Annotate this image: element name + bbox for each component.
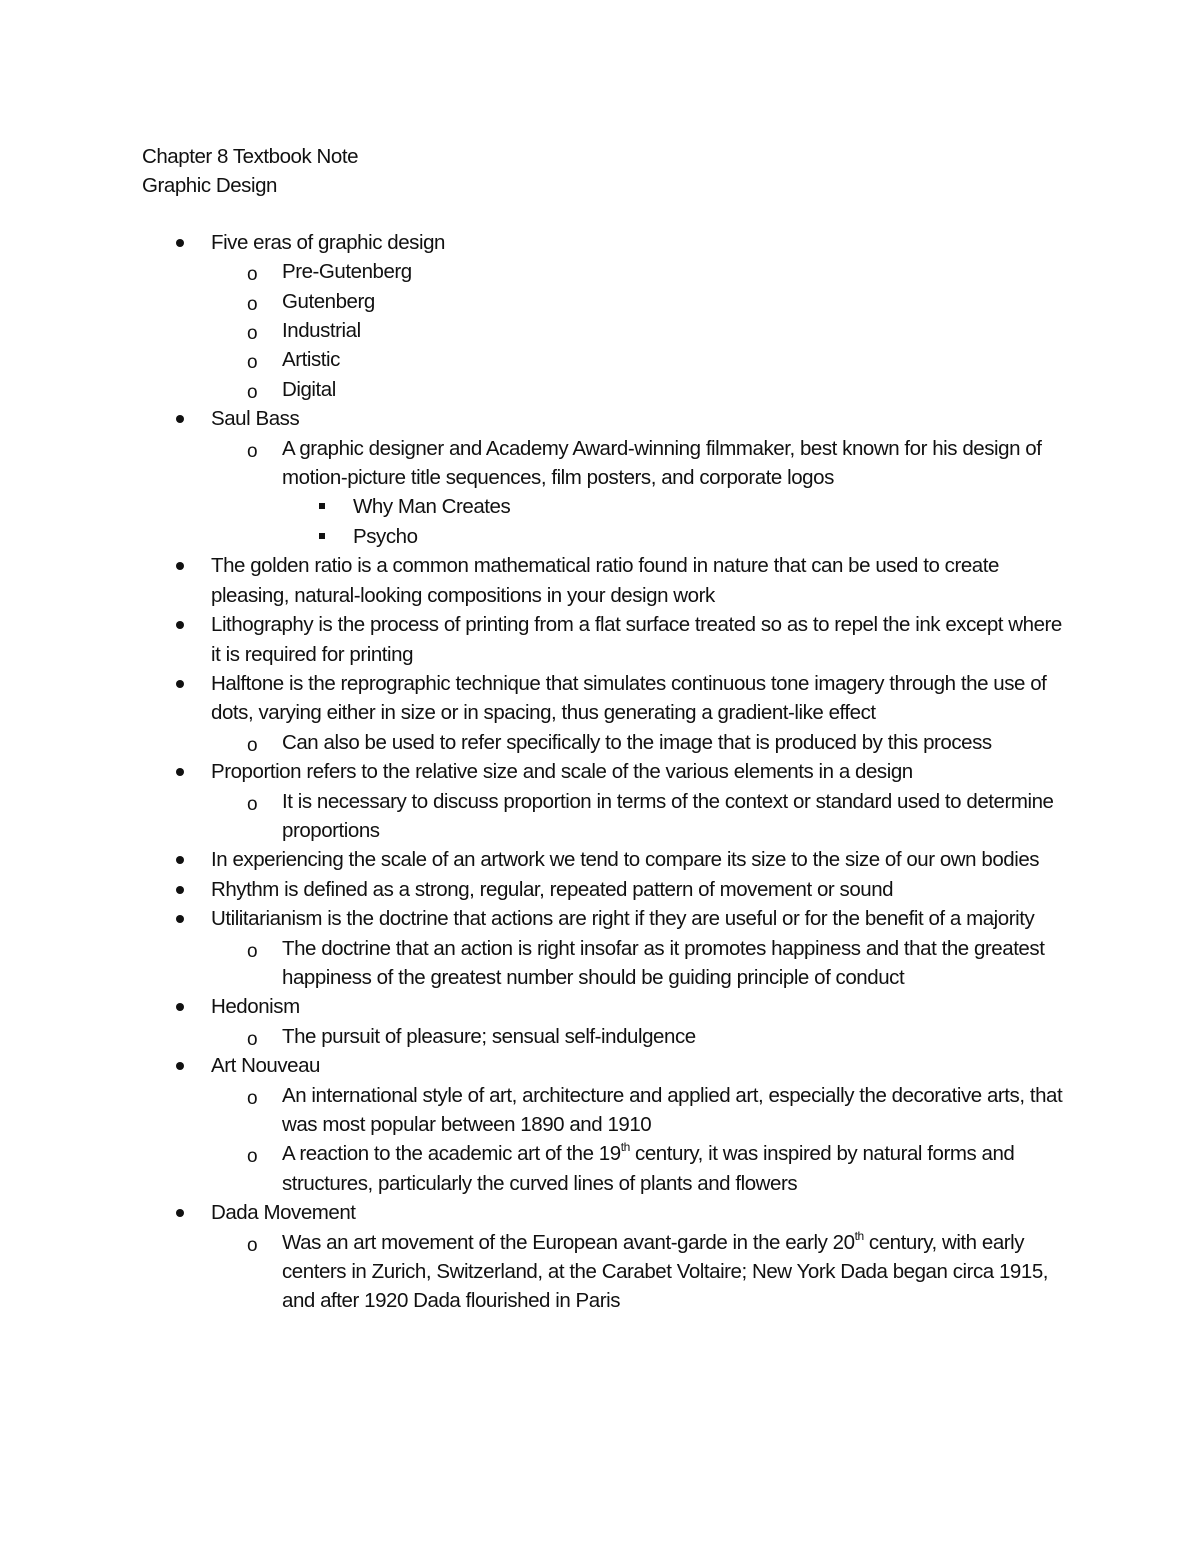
sub-list-item — [142, 257, 1072, 286]
notes-list — [142, 228, 1072, 1316]
list-item-text: Hedonism — [211, 995, 300, 1019]
list-item — [142, 404, 1072, 551]
sub-list-item-text: The pursuit of pleasure; sensual self-indulgence — [282, 1024, 696, 1048]
document-subtitle: Graphic Design — [142, 174, 277, 198]
list-item-text: Rhythm is defined as a strong, regular, repeated pattern of movement or sound — [211, 877, 894, 901]
sub-list-item-text: Pre-Gutenberg — [282, 260, 412, 284]
circle-bullet-icon: o — [247, 1087, 258, 1109]
list-item — [142, 845, 1072, 874]
superscript: th — [854, 1228, 864, 1243]
disc-bullet-icon — [176, 856, 184, 864]
sub-list — [211, 1022, 1072, 1051]
sub-list-item — [142, 375, 1072, 404]
sub-list-item-text: Artistic — [282, 348, 340, 372]
list-item-text: Utilitarianism is the doctrine that actions are right if they are useful or for the benefit of a majority — [211, 907, 1035, 931]
disc-bullet-icon — [176, 768, 184, 776]
disc-bullet-icon — [176, 915, 184, 923]
sub-list-item-text: The doctrine that an action is right insofar as it promotes happiness and that the greatest happiness of the greatest number should be guiding principle of conduct — [282, 936, 1045, 989]
sub-list-item-text: An international style of art, architecture and applied art, especially the decorative arts, that was most popular between 1890 and 1910 — [282, 1083, 1063, 1136]
list-item — [142, 992, 1072, 1051]
sub-list — [211, 434, 1072, 552]
sub-list-item — [142, 1022, 1072, 1051]
sub-list — [211, 934, 1072, 993]
sub-sub-list-item — [142, 492, 1072, 521]
circle-bullet-icon: o — [247, 381, 258, 403]
sub-list-item — [142, 1228, 1072, 1316]
circle-bullet-icon: o — [247, 1028, 258, 1050]
circle-bullet-icon: o — [247, 264, 258, 286]
sub-list-item — [142, 434, 1072, 552]
document-title: Chapter 8 Textbook Note — [142, 145, 359, 168]
list-item — [142, 875, 1072, 904]
circle-bullet-icon: o — [247, 323, 258, 345]
sub-list-item — [142, 287, 1072, 316]
sub-list-item — [142, 934, 1072, 993]
spacer — [142, 201, 1072, 228]
circle-bullet-icon: o — [247, 940, 258, 962]
circle-bullet-icon: o — [247, 1234, 258, 1256]
list-item — [142, 228, 1072, 404]
list-item — [142, 1198, 1072, 1316]
disc-bullet-icon — [176, 1062, 184, 1070]
sub-list-item-text: Can also be used to refer specifically to the image that is produced by this process — [282, 730, 992, 754]
sub-list-item-text: It is necessary to discuss proportion in terms of the context or standard used to determine proportions — [282, 789, 1054, 842]
disc-bullet-icon — [176, 562, 184, 570]
list-item — [142, 1051, 1072, 1198]
sub-list-item — [142, 787, 1072, 846]
disc-bullet-icon — [176, 1003, 184, 1011]
disc-bullet-icon — [176, 680, 184, 688]
list-item-text: Five eras of graphic design — [211, 230, 445, 254]
sub-list — [211, 728, 1072, 757]
circle-bullet-icon: o — [247, 293, 258, 315]
sub-list — [211, 1081, 1072, 1199]
sub-list-item-text: Industrial — [282, 319, 361, 343]
list-item-text: Saul Bass — [211, 407, 300, 431]
list-item — [142, 551, 1072, 610]
disc-bullet-icon — [176, 239, 184, 247]
sub-sub-list-item-text: Psycho — [353, 524, 418, 548]
list-item-text: In experiencing the scale of an artwork we tend to compare its size to the size of our own bodies — [211, 848, 1040, 872]
sub-list-item — [142, 1139, 1072, 1198]
sub-list-item — [142, 316, 1072, 345]
list-item-text: Art Nouveau — [211, 1054, 321, 1078]
sub-list-item-text-end: century, with early centers in Zurich, Switzerland, at the Carabet Voltaire; New York Dada began circa 1915, and after 1920 Dada flourished in Paris — [282, 1230, 1049, 1313]
sub-list-item-text: Digital — [282, 377, 336, 401]
sub-sub-list-item — [142, 522, 1072, 551]
sub-list-item-text-end: century, it was inspired by natural forms and structures, particularly the curved lines of plants and flowers — [282, 1142, 1015, 1195]
list-item-text: Dada Movement — [211, 1201, 356, 1225]
circle-bullet-icon: o — [247, 793, 258, 815]
sub-list-item-text: Gutenberg — [282, 289, 375, 313]
circle-bullet-icon: o — [247, 440, 258, 462]
circle-bullet-icon: o — [247, 734, 258, 756]
circle-bullet-icon: o — [247, 1146, 258, 1168]
sub-list-item — [142, 1081, 1072, 1140]
sub-list-item — [142, 345, 1072, 374]
list-item — [142, 757, 1072, 845]
square-bullet-icon — [319, 533, 325, 539]
superscript: th — [620, 1140, 630, 1155]
circle-bullet-icon: o — [247, 352, 258, 374]
list-item — [142, 904, 1072, 992]
disc-bullet-icon — [176, 621, 184, 629]
list-item-text: Halftone is the reprographic technique that simulates continuous tone imagery through the use of dots, varying either in size or in spacing, thus generating a gradient-like effect — [211, 671, 1047, 725]
sub-list-item — [142, 728, 1072, 757]
list-item-text: The golden ratio is a common mathematical ratio found in nature that can be used to create pleasing, natural-looking compositions in your design work — [211, 554, 999, 607]
sub-list-item-text-start: Was an art movement of the European avant-garde in the early 20 — [282, 1230, 855, 1254]
disc-bullet-icon — [176, 886, 184, 894]
disc-bullet-icon — [176, 1209, 184, 1217]
sub-sub-list-item-text: Why Man Creates — [353, 495, 511, 519]
sub-list — [211, 257, 1072, 404]
square-bullet-icon — [319, 503, 325, 509]
list-item-text: Proportion refers to the relative size and scale of the various elements in a design — [211, 760, 913, 784]
sub-list-item-text: A graphic designer and Academy Award-winning filmmaker, best known for his design of motion-picture title sequences, film posters, and corporate logos — [282, 436, 1042, 490]
sub-list — [211, 1228, 1072, 1316]
disc-bullet-icon — [176, 415, 184, 423]
sub-sub-list — [282, 492, 1072, 551]
document-page — [142, 142, 1072, 1316]
list-item — [142, 669, 1072, 757]
sub-list — [211, 787, 1072, 846]
sub-list-item-text-start: A reaction to the academic art of the 19 — [282, 1142, 621, 1166]
list-item — [142, 610, 1072, 669]
list-item-text: Lithography is the process of printing from a flat surface treated so as to repel the ink except where it is required for printing — [211, 613, 1062, 666]
